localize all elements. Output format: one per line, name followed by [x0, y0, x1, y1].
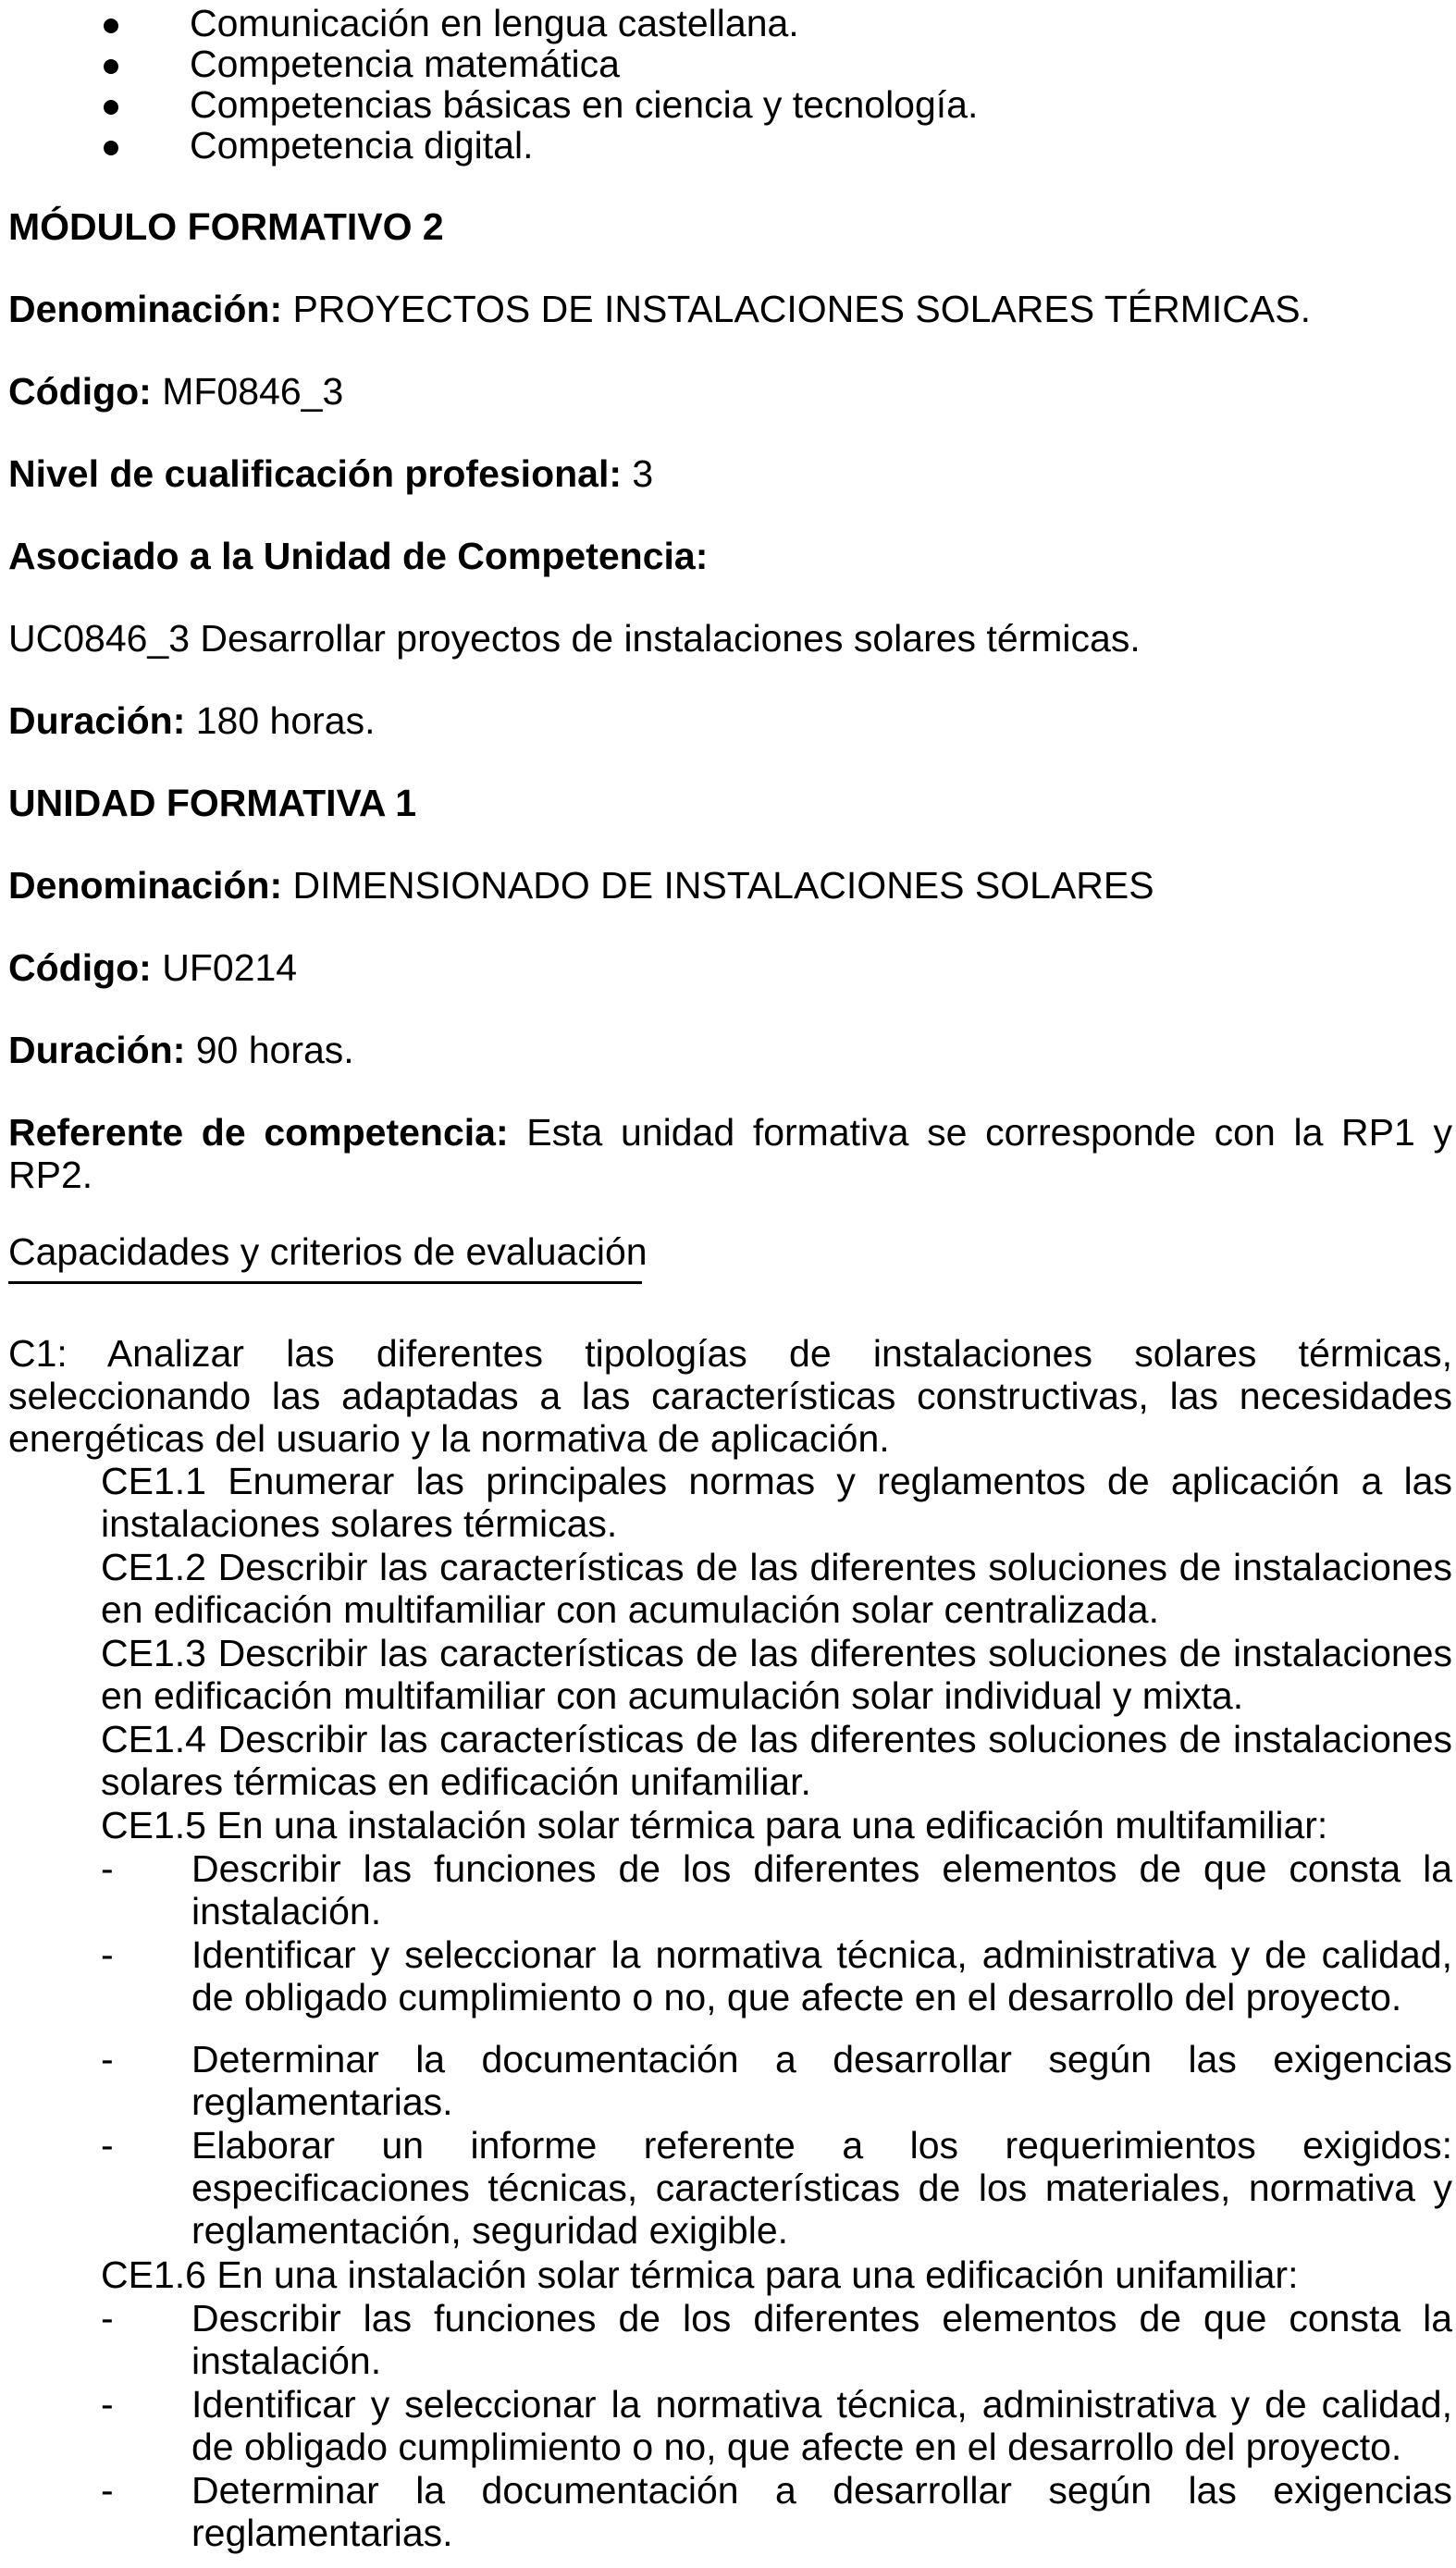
list-item-text: Identificar y seleccionar la normativa técnica, administrativa y de calidad, de obligado cumplimiento o no, que afecte en el desarrollo del proyecto.	[191, 1933, 1452, 2019]
modulo-heading	[8, 205, 444, 248]
unidad-duracion	[8, 1029, 354, 1071]
list-item-text: Elaborar un informe referente a los requerimientos exigidos: especificaciones técnicas, características de los materiales, normativa y reglamentación, seguridad exigible.	[191, 2124, 1452, 2252]
unidad-referente	[8, 1111, 1452, 1196]
c1-text: C1: Analizar las diferentes tipologías de instalaciones solares térmicas, seleccionando las adaptadas a las características constructivas, las necesidades energéticas del usuario y la normativa de aplicación.	[8, 1332, 1452, 1460]
label: Código:	[8, 370, 152, 413]
dash-marker: -	[101, 1933, 114, 1976]
value: UF0214	[151, 946, 298, 989]
list-item-text: Identificar y seleccionar la normativa técnica, administrativa y de calidad, de obligado cumplimiento o no, que afecte en el desarrollo del proyecto.	[191, 2383, 1452, 2468]
value: 3	[622, 452, 654, 495]
dash-marker: -	[101, 1847, 114, 1890]
list-item-text: Determinar la documentación a desarrollar según las exigencias reglamentarias.	[191, 2469, 1452, 2554]
label: Denominación:	[8, 864, 283, 907]
bullet-text: Competencia matemática	[190, 43, 620, 85]
value: Esta unidad formativa se corresponde con la RP1 y RP2.	[8, 1111, 1452, 1196]
ce1-4: CE1.4 Describir las características de las diferentes soluciones de instalaciones solares térmicas en edificación unifamiliar.	[101, 1718, 1452, 1803]
capacidades-heading: Capacidades y criterios de evaluación	[8, 1230, 648, 1273]
dash-marker: -	[101, 2383, 114, 2426]
label: Código:	[8, 946, 152, 989]
label: Denominación:	[8, 288, 283, 330]
ce1-6: CE1.6 En una instalación solar térmica para una edificación unifamiliar:	[101, 2253, 1299, 2296]
ce1-3: CE1.3 Describir las características de las diferentes soluciones de instalaciones en edificación multifamiliar con acumulación solar individual y mixta.	[101, 1632, 1452, 1717]
value: MF0846_3	[151, 370, 344, 413]
unidad-codigo	[8, 946, 297, 989]
ce1-2: CE1.2 Describir las características de las diferentes soluciones de instalaciones en edificación multifamiliar con acumulación solar centralizada.	[101, 1546, 1452, 1631]
modulo-nivel	[8, 452, 653, 495]
bullet-icon	[104, 19, 118, 33]
value: 90 horas.	[185, 1029, 354, 1071]
value: 180 horas.	[185, 699, 376, 742]
list-item-text: Determinar la documentación a desarrollar según las exigencias reglamentarias.	[191, 2038, 1452, 2123]
dash-marker: -	[101, 2038, 114, 2080]
unidad-denominacion	[8, 864, 1154, 907]
bullet-icon	[104, 100, 118, 115]
unidad-heading	[8, 782, 416, 824]
dash-marker: -	[101, 2124, 114, 2167]
label: Duración:	[8, 699, 186, 742]
bullet-icon	[104, 141, 118, 155]
dash-marker: -	[101, 2297, 114, 2340]
bullet-icon	[104, 59, 118, 74]
modulo-denominacion	[8, 288, 1311, 330]
unidad-heading-text: UNIDAD FORMATIVA 1	[8, 782, 417, 824]
ce1-5: CE1.5 En una instalación solar térmica para una edificación multifamiliar:	[101, 1804, 1328, 1846]
bullet-text: Competencia digital.	[190, 124, 534, 167]
modulo-codigo	[8, 370, 343, 413]
list-item-text: Describir las funciones de los diferentes elementos de que consta la instalación.	[191, 1847, 1452, 1932]
ce1-1: CE1.1 Enumerar las principales normas y reglamentos de aplicación a las instalaciones solares térmicas.	[101, 1460, 1452, 1545]
label: Nivel de cualificación profesional:	[8, 452, 623, 495]
modulo-duracion	[8, 699, 376, 742]
dash-marker: -	[101, 2469, 114, 2512]
bullet-text: Competencias básicas en ciencia y tecnología.	[190, 83, 979, 126]
bullet-text: Comunicación en lengua castellana.	[190, 2, 799, 44]
capacidades-underline	[8, 1281, 642, 1284]
value: DIMENSIONADO DE INSTALACIONES SOLARES	[282, 864, 1154, 907]
modulo-heading-text: MÓDULO FORMATIVO 2	[8, 205, 444, 248]
uc-text: UC0846_3 Desarrollar proyectos de instalaciones solares térmicas.	[8, 617, 1141, 660]
modulo-asociado	[8, 535, 708, 577]
label: Referente de competencia:	[8, 1111, 509, 1154]
label: Asociado a la Unidad de Competencia:	[8, 535, 709, 577]
modulo-uc	[8, 617, 1141, 660]
label: Duración:	[8, 1029, 186, 1071]
value: PROYECTOS DE INSTALACIONES SOLARES TÉRMICAS.	[282, 288, 1311, 330]
list-item-text: Describir las funciones de los diferentes elementos de que consta la instalación.	[191, 2297, 1452, 2382]
